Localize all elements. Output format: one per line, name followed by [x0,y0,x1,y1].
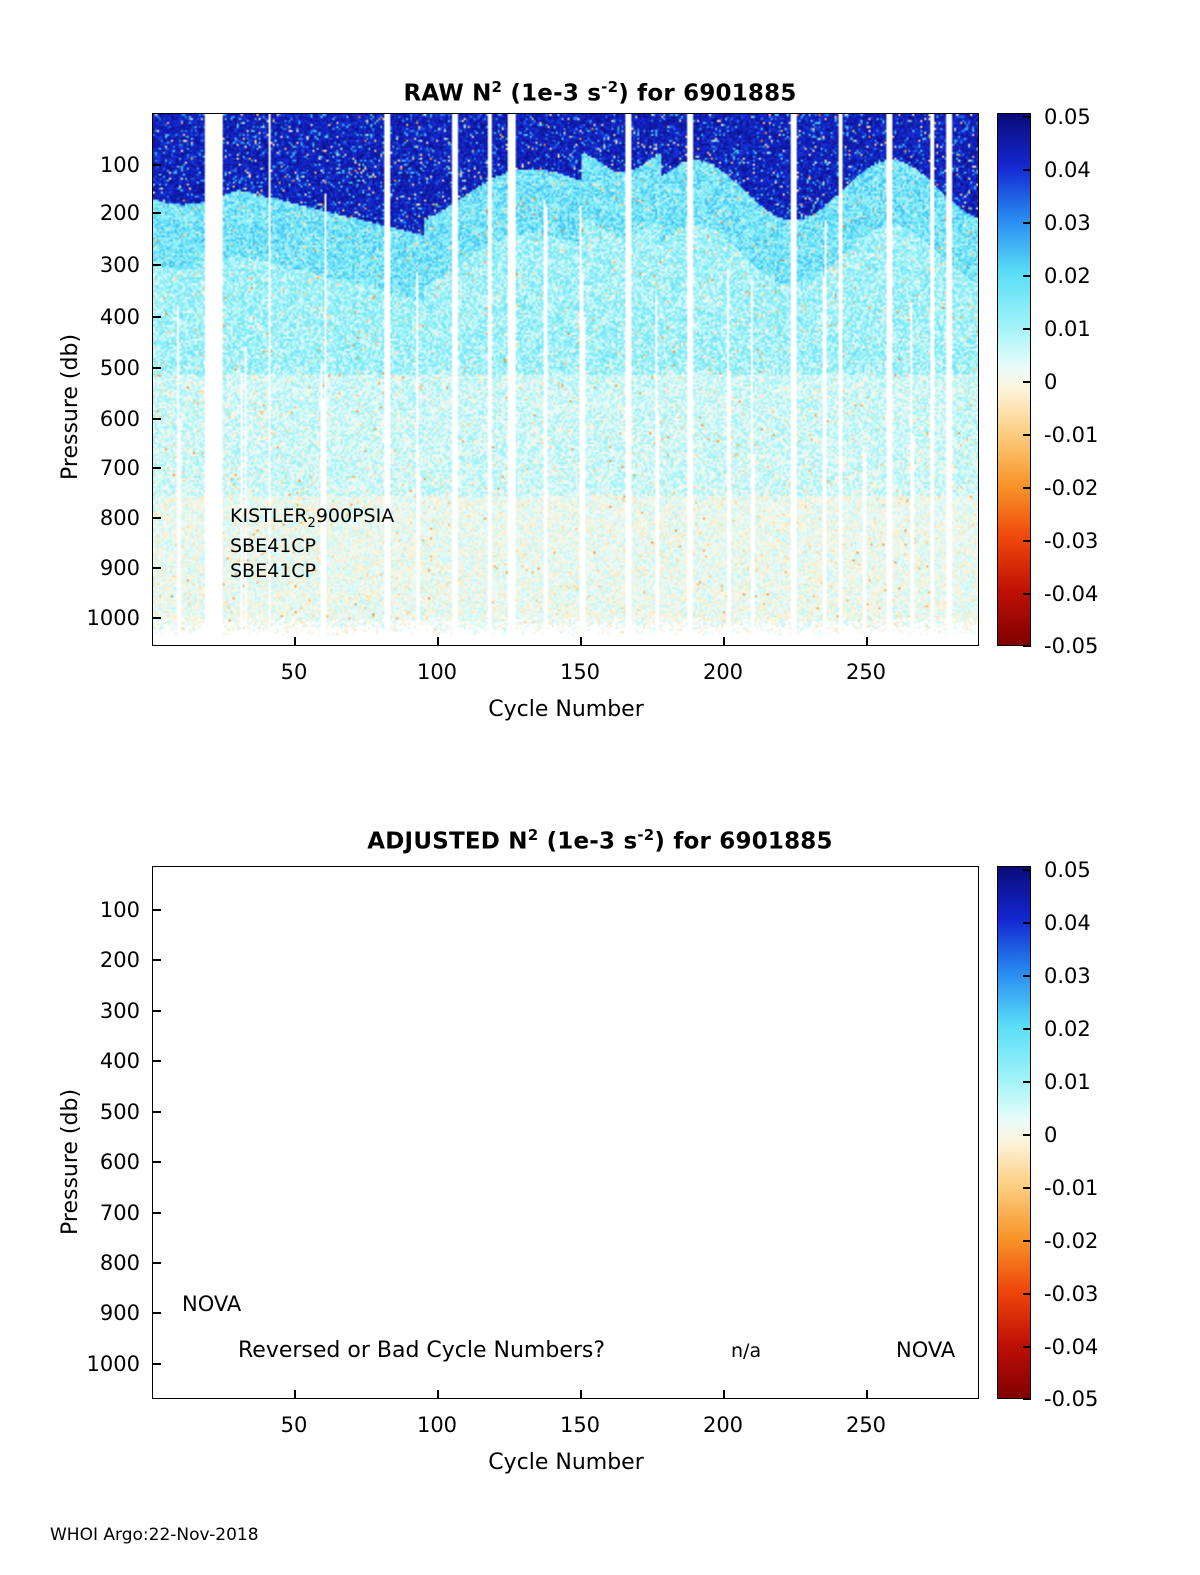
adjusted-chart-title: ADJUSTED $N^2$ (1e-3 $s^{-2}$) for 6901885 [367,826,833,855]
adjusted-colorbar [997,866,1031,1399]
adjusted-annotation-na: n/a [731,1340,762,1362]
footer-text: WHOI Argo:22-Nov-2018 [50,1525,259,1545]
raw-annotation-kistler: $KISTLER_2900PSIA$ [230,505,395,531]
raw-annotation-sensor-1: SBE41CP [230,535,317,557]
adjusted-annotation-nova: NOVA [896,1338,956,1362]
raw-chart-title: RAW $N^2$ (1e-3 $s^{-2}$) for 6901885 [403,78,797,107]
raw-panel: RAW $N^2$ (1e-3 $s^{-2}$) for 6901885 Pressure (db) 100 200 300 400 500 600 700 800 900 1000 $KISTLER_2900PSIA$ SBE41CP SBE41CP 50 100 150 200 250 Cycle Number 0.05 0.04 0.03 0.02 0.01 0 -0.01 -0.02 -0.03 -0.04 -0.05 [0,0,1200,760]
adjusted-annotation-question: Reversed or Bad Cycle Numbers? [238,1338,606,1363]
adjusted-panel: ADJUSTED $N^2$ (1e-3 $s^{-2}$) for 6901885 Pressure (db) 100 200 300 400 500 600 700 800 900 1000 NOVA Reversed or Bad Cycle Numbers? n/a NOVA 50 100 150 200 250 Cycle Number 0.05 0.04 0.03 0.02 0.01 0 -0.01 -0.02 -0.03 -0.04 -0.05 [0,780,1200,1520]
adjusted-x-axis-label: Cycle Number [488,1450,644,1475]
raw-y-axis-label: Pressure (db) [58,333,83,480]
adjusted-annotation-float-type: NOVA [182,1292,242,1316]
adjusted-y-axis-label: Pressure (db) [58,1088,83,1235]
raw-annotation-sensor-2: SBE41CP [230,560,317,582]
raw-x-axis-label: Cycle Number [488,697,644,722]
adjusted-plot-area [152,866,979,1399]
raw-colorbar [997,113,1031,646]
